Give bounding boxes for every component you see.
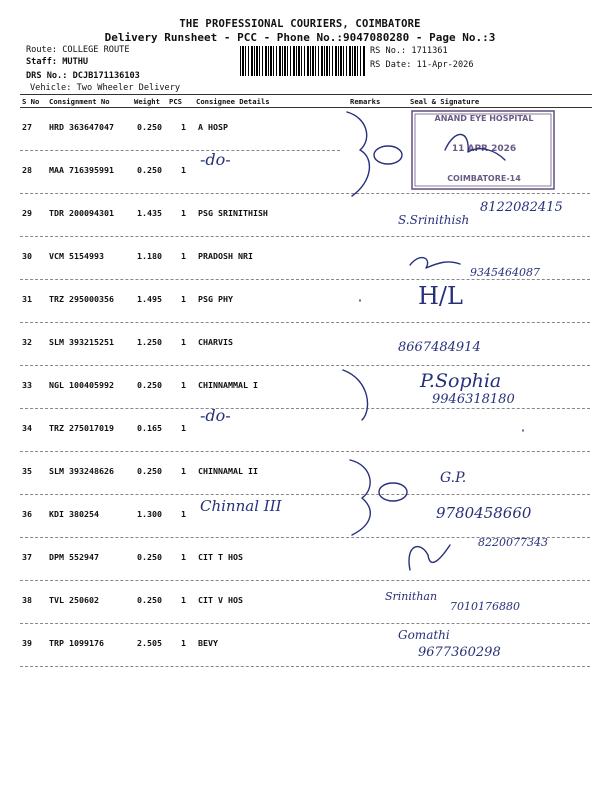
row-pcs: 1 [181,337,186,347]
row-pcs: 1 [181,165,186,175]
row-sno: 31 [22,294,32,304]
name-36: G.P. [440,470,467,486]
rs-date-value: 11-Apr-2026 [416,60,474,70]
row-weight: 0.165 [137,423,162,433]
row-consignment: TDR 200094301 [49,208,114,218]
row-consignee: PRADOSH NRI [198,251,253,261]
row-consignment: NGL 100405992 [49,380,114,390]
hl-31: H/L [418,282,463,310]
row-sno: 37 [22,552,32,562]
phone-38: 7010176880 [450,600,520,613]
circle-2-top-icon [374,146,402,164]
row-consignment: HRD 363647047 [49,122,114,132]
ditto-28: -do- [200,150,231,169]
row-sno: 36 [22,509,32,519]
row-weight: 1.435 [137,208,162,218]
col-consignment: Consignment No [49,97,110,106]
row-pcs: 1 [181,208,186,218]
rs-no-value: 1711361 [411,46,448,56]
row-pcs: 1 [181,423,186,433]
circle-2-bottom-icon [379,483,407,501]
row-consignee: CIT V HOS [198,595,243,605]
phone-30: 9345464087 [470,266,540,279]
row-pcs: 1 [181,638,186,648]
row-consignment: SLM 393215251 [49,337,114,347]
row-consignment: SLM 393248626 [49,466,114,476]
row-pcs: 1 [181,595,186,605]
runsheet-subtitle: Delivery Runsheet - PCC - Phone No.:9047080280 - Page No.:3 [104,31,496,44]
route-line: Route: COLLEGE ROUTE [26,45,130,55]
col-remarks: Remarks [350,97,381,106]
vehicle-value: Two Wheeler Delivery [76,83,181,93]
bracket-35-36-icon [350,460,370,535]
phone-37: 8220077343 [478,536,548,549]
row-weight: 1.300 [137,509,162,519]
row-consignee: CIT T HOS [198,552,243,562]
ditto-34: -do- [200,406,231,425]
col-pcs: PCS [169,97,182,106]
drs-line: DRS No.: DCJB171136103 [26,71,140,81]
name-38: Srinithan [385,590,438,603]
row-sno: 30 [22,251,32,261]
row-weight: 0.250 [137,552,162,562]
row-pcs: 1 [181,294,186,304]
row-consignment: MAA 716395991 [49,165,114,175]
row-sno: 27 [22,122,32,132]
col-weight: Weight [134,97,160,106]
row-consignee: PSG SRINITHISH [198,208,268,218]
row-consignee: CHINNAMMAL I [198,380,258,390]
stamp-line3: COIMBATORE-14 [447,174,521,183]
stamp-date: 11 APR 2026 [451,144,517,154]
phone-29: 8122082415 [480,200,563,215]
row-consignee: PSG PHY [198,294,233,304]
phone-33: 9946318180 [432,392,515,407]
staff-line: Staff: MUTHU [26,57,89,67]
company-title: THE PROFESSIONAL COURIERS, COIMBATORE [179,18,421,30]
row-consignee: CHINNAMAL II [198,466,258,476]
row-weight: 0.250 [137,595,162,605]
row-consignment: DPM 552947 [49,552,99,562]
row-sno: 39 [22,638,32,648]
col-consignee: Consignee Details [196,97,270,106]
row-weight: 0.250 [137,380,162,390]
stamp-line1: ANAND EYE HOSPITAL [434,114,534,123]
row-pcs: 1 [181,122,186,132]
row-consignment: VCM 5154993 [49,251,104,261]
row-sno: 35 [22,466,32,476]
chinnal-36: Chinnal III [200,497,282,515]
signature-27-icon [445,134,505,160]
staff-value: MUTHU [62,57,89,67]
row-sno: 33 [22,380,32,390]
col-seal: Seal & Signature [410,97,480,106]
vehicle-line: Vehicle: Two Wheeler Delivery [30,83,181,93]
row-sno: 32 [22,337,32,347]
row-sno: 38 [22,595,32,605]
rs-no-line: RS No.: 1711361 [370,46,448,56]
bracket-33-icon [343,370,368,420]
row-consignee: CHARVIS [198,337,233,347]
row-consignee: BEVY [198,638,218,648]
name-29: S.Srinithish [398,213,470,227]
row-weight: 2.505 [137,638,162,648]
row-sno: 29 [22,208,32,218]
row-consignment: TVL 250602 [49,595,99,605]
drs-value: DCJB171136103 [72,71,140,81]
row-consignment: KDI 380254 [49,509,99,519]
row-consignment: TRZ 295000356 [49,294,114,304]
phone-36: 9780458660 [436,504,532,522]
row-pcs: 1 [181,380,186,390]
signature-37-icon [409,545,450,570]
row-pcs: 1 [181,552,186,562]
bracket-27-28-icon [347,112,369,196]
col-sno: S No [22,97,40,106]
row-consignee: A HOSP [198,122,228,132]
row-sno: 28 [22,165,32,175]
phone-39: 9677360298 [418,645,501,660]
row-pcs: 1 [181,466,186,476]
row-weight: 0.250 [137,165,162,175]
row-consignment: TRZ 275017019 [49,423,114,433]
row-weight: 1.180 [137,251,162,261]
name-39: Gomathi [398,628,450,642]
row-weight: 0.250 [137,466,162,476]
row-pcs: 1 [181,251,186,261]
rs-date-line: RS Date: 11-Apr-2026 [370,60,474,70]
name-33: P.Sophia [420,370,502,392]
row-weight: 1.495 [137,294,162,304]
row-consignment: TRP 1099176 [49,638,104,648]
route-value: COLLEGE ROUTE [62,45,130,55]
row-weight: 0.250 [137,122,162,132]
row-sno: 34 [22,423,32,433]
signature-30-icon [410,258,460,268]
row-pcs: 1 [181,509,186,519]
phone-32: 8667484914 [398,340,481,355]
row-weight: 1.250 [137,337,162,347]
